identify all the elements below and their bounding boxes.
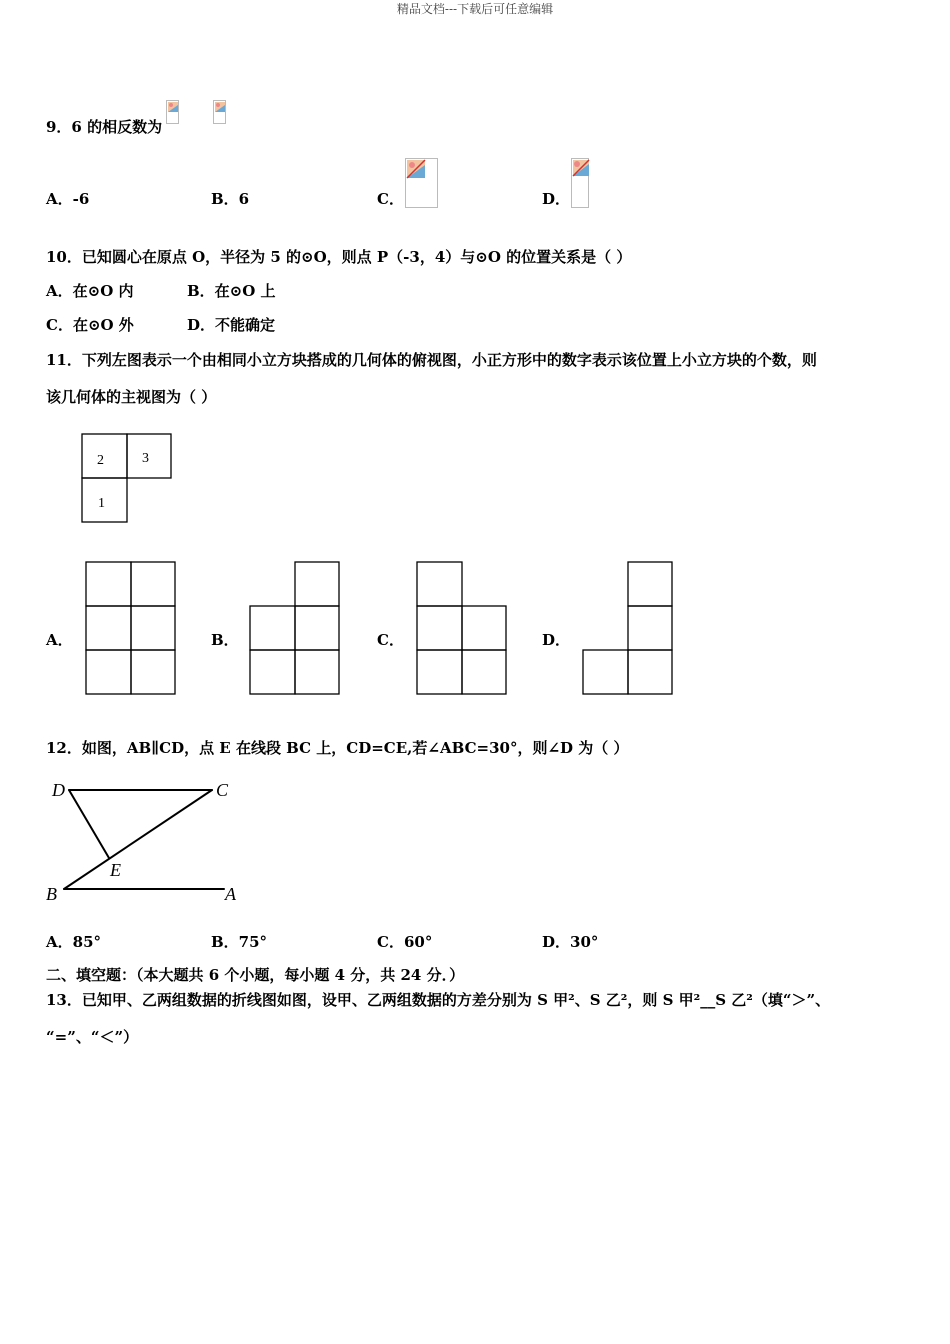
q11-option-d[interactable]: D． — [542, 631, 571, 649]
q13-stem-line2: “=”、“＜”） — [46, 1028, 139, 1046]
q9-option-a[interactable]: A．-6 — [46, 190, 90, 208]
q9-option-d[interactable]: D． — [542, 190, 571, 208]
q11-option-b-figure — [248, 560, 342, 698]
top-view-number: 2 — [97, 453, 104, 468]
q9-stem: 9．6 的相反数为 — [46, 118, 163, 136]
q9-option-b[interactable]: B．6 — [211, 190, 250, 208]
broken-image-icon — [571, 158, 589, 208]
q11-option-c[interactable]: C． — [377, 631, 404, 649]
point-label-d: D — [52, 780, 65, 800]
q13-stem-line1: 13．已知甲、乙两组数据的折线图如图，设甲、乙两组数据的方差分别为 S 甲²、S 乙²，则 S 甲²__S 乙²（填“＞”、 — [46, 991, 831, 1009]
section-heading: 二、填空题：（本大题共 6 个小题，每小题 4 分，共 24 分．） — [46, 966, 465, 984]
point-label-e: E — [110, 860, 121, 880]
q11-option-d-figure — [581, 560, 675, 698]
point-label-b: B — [46, 884, 57, 904]
point-label-a: A — [225, 884, 236, 904]
broken-image-icon — [213, 100, 226, 124]
q10-option-b[interactable]: B．在⊙O 上 — [187, 282, 276, 300]
point-label-c: C — [216, 780, 229, 800]
q12-option-c[interactable]: C．60° — [377, 933, 433, 951]
broken-image-icon — [405, 158, 438, 208]
q12-option-d[interactable]: D．30° — [542, 933, 599, 951]
q11-option-b[interactable]: B． — [211, 631, 239, 649]
q11-option-a-figure — [84, 560, 178, 698]
q10-option-d[interactable]: D．不能确定 — [187, 316, 276, 334]
q11-option-c-figure — [415, 560, 509, 698]
q11-stem-line2: 该几何体的主视图为（ ） — [46, 388, 217, 406]
q12-geometry-figure — [44, 776, 249, 908]
top-view-number: 3 — [142, 451, 149, 466]
q11-stem-line1: 11．下列左图表示一个由相同小立方块搭成的几何体的俯视图，小正方形中的数字表示该位置上小立方块的个数，则 — [46, 351, 817, 369]
page-header: 精品文档---下载后可任意编辑 — [396, 2, 554, 16]
q12-stem: 12．如图，AB∥CD，点 E 在线段 BC 上，CD=CE,若∠ABC=30°，则∠D 为（ ） — [46, 739, 629, 757]
broken-image-icon — [166, 100, 179, 124]
q11-option-a[interactable]: A． — [46, 631, 73, 649]
q12-option-a[interactable]: A．85° — [46, 933, 102, 951]
top-view-figure — [80, 432, 175, 524]
top-view-number: 1 — [98, 496, 105, 511]
q9-option-c[interactable]: C． — [377, 190, 404, 208]
q10-option-a[interactable]: A．在⊙O 内 — [46, 282, 134, 300]
q12-option-b[interactable]: B．75° — [211, 933, 268, 951]
q10-stem: 10．已知圆心在原点 O，半径为 5 的⊙O，则点 P（-3，4）与⊙O 的位置关系是（ ） — [46, 248, 632, 266]
q10-option-c[interactable]: C．在⊙O 外 — [46, 316, 134, 334]
